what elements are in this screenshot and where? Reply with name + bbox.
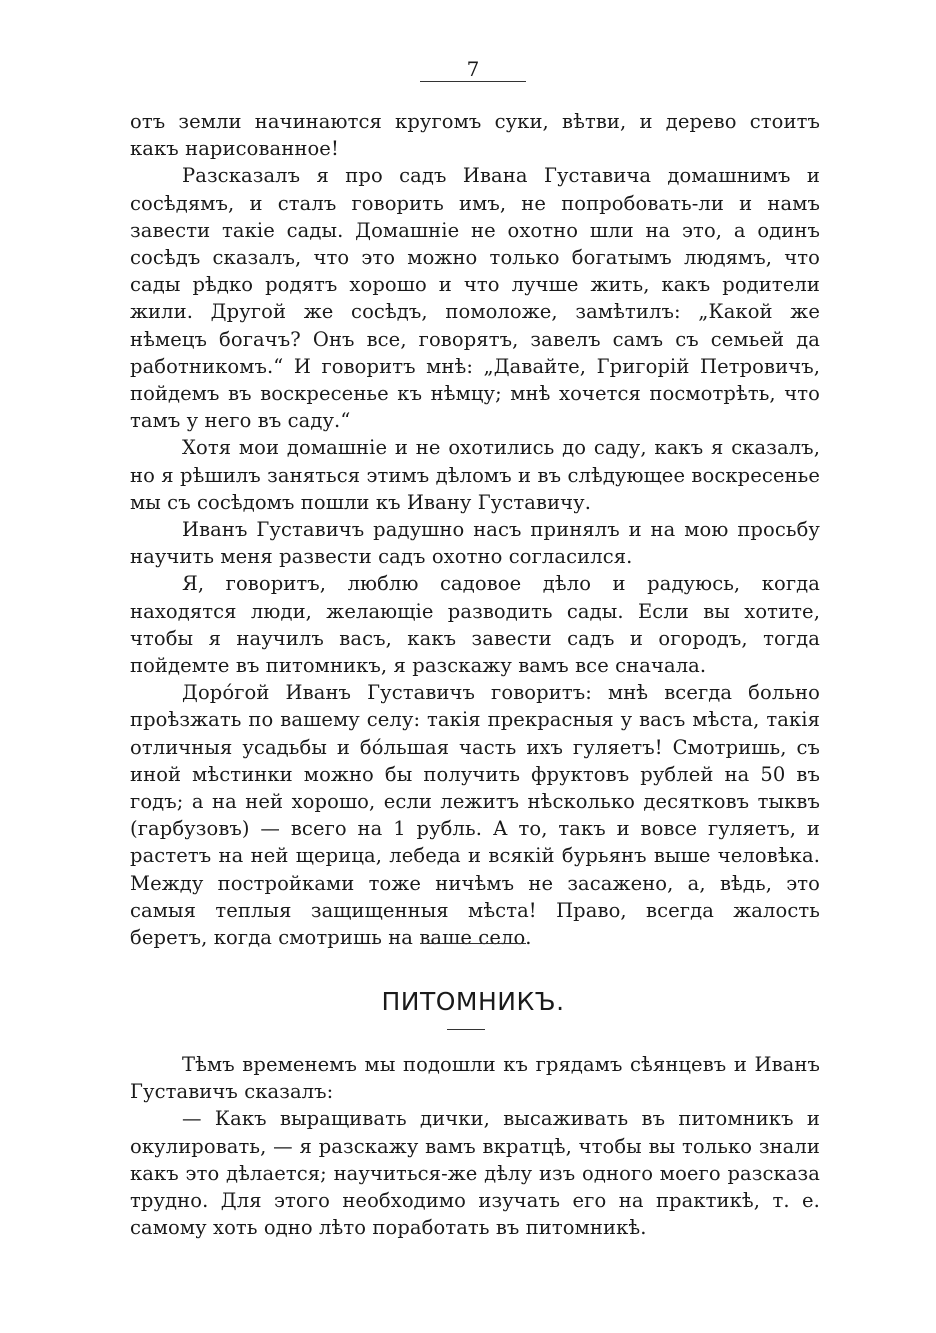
- paragraph: отъ земли начинаются кругомъ суки, вѣтви, и дерево стоитъ какъ нарисованное!: [130, 110, 820, 161]
- paragraph: Я, говоритъ, люблю садовое дѣло и радуюсь, когда находятся люди, желающіе разводить сады. Если вы хотите, чтобы я научилъ васъ, какъ завести садъ и огородъ, тогда пойдемте въ питомникъ, я разскажу вамъ все сначала.: [130, 572, 820, 678]
- title-underline: [447, 1029, 485, 1030]
- paragraph: Доро́гой Иванъ Густавичъ говоритъ: мнѣ всегда больно проѣзжать по вашему селу: такія прекрасныя у васъ мѣста, такія отличныя усадьбы и бо́льшая часть ихъ гуляетъ! Смотришь, съ иной мѣстинки можно бы получить фруктовъ рублей на 50 въ годъ; а на ней хорошо, если лежитъ нѣсколько десятковъ тыквъ (гарбузовъ) — всего на 1 рубль. А то, такъ и вовсе гуляетъ, и растетъ на ней щерица, лебеда и всякій бурьянъ выше человѣка. Между постройками тоже ничѣмъ не засажено, а, вѣдь, это самыя теплыя защищенныя мѣста! Право, всегда жалость беретъ, когда смотришь на ваше село.: [130, 681, 820, 950]
- paragraph: — Какъ выращивать дички, высаживать въ питомникъ и окулировать, — я разскажу вамъ вкратцѣ, чтобы вы только знали какъ это дѣлается; научиться-же дѣлу изъ одного моего разсказа трудно. Для этого необходимо изучать его на практикѣ, т. е. самому хоть одно лѣто поработать въ питомникѣ.: [130, 1107, 820, 1240]
- section-divider: [420, 943, 526, 944]
- paragraph: Разсказалъ я про садъ Ивана Густавича домашнимъ и сосѣдямъ, и сталъ говорить имъ, не попробовать-ли и намъ завести такіе сады. Домашніе не охотно шли на это, а одинъ сосѣдъ сказалъ, что это можно только богатымъ людямъ, что сады рѣдко родятъ хорошо и что лучше жить, какъ родители жили. Другой же сосѣдъ, помоложе, замѣтилъ: „Какой же нѣмецъ богачъ? Онъ все, говорятъ, завелъ самъ съ семьей да работникомъ.“ И говоритъ мнѣ: „Давайте, Григорій Петровичъ, пойдемъ въ воскресенье къ нѣмцу; мнѣ хочется посмотрѣть, что тамъ у него въ саду.“: [130, 164, 820, 433]
- body-text-before: [130, 108, 820, 951]
- paragraph: Иванъ Густавичъ радушно насъ принялъ и на мою просьбу научить меня развести садъ охотно согласился.: [130, 518, 820, 569]
- paragraph: Тѣмъ временемъ мы подошли къ грядамъ сѣянцевъ и Иванъ Густавичъ сказалъ:: [130, 1053, 820, 1104]
- paragraph: Хотя мои домашніе и не охотились до саду, какъ я сказалъ, но я рѣшилъ заняться этимъ дѣломъ и въ слѣдующее воскресенье мы съ сосѣдомъ пошли къ Ивану Густавичу.: [130, 436, 820, 514]
- header-rule: [420, 81, 526, 82]
- page-number: 7: [466, 57, 480, 81]
- section-title: ПИТОМНИКЪ.: [381, 987, 565, 1016]
- body-text-after: [130, 1051, 820, 1241]
